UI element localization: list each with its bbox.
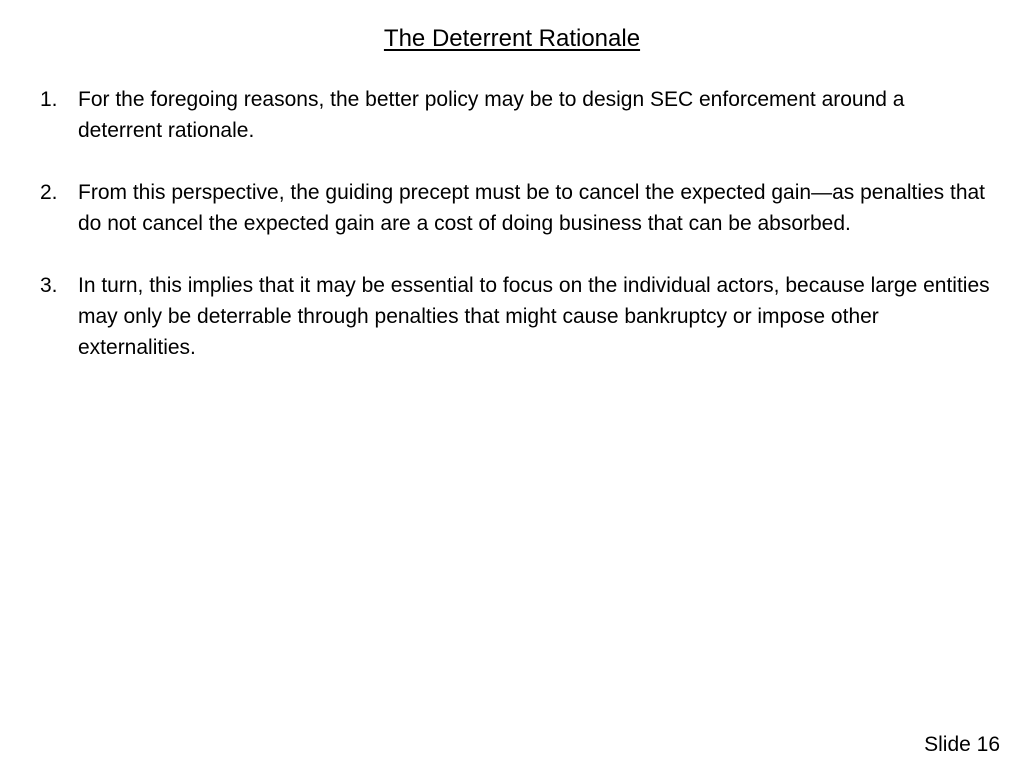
- slide-number: Slide 16: [924, 733, 1000, 756]
- point-number: 3.: [40, 274, 58, 297]
- slide-title: The Deterrent Rationale: [383, 25, 641, 52]
- point-number: 1.: [40, 88, 58, 111]
- list-item: [40, 84, 990, 146]
- list-item: [40, 177, 990, 239]
- point-text: For the foregoing reasons, the better policy may be to design SEC enforcement around a deterrent rationale.: [78, 88, 905, 142]
- point-text: From this perspective, the guiding precept must be to cancel the expected gain—as penalties that do not cancel the expected gain are a cost of doing business that can be absorbed.: [78, 181, 986, 235]
- point-number: 2.: [40, 181, 58, 204]
- point-list: [40, 84, 990, 394]
- list-item: [40, 270, 990, 363]
- point-text: In turn, this implies that it may be essential to focus on the individual actors, because large entities may only be deterrable through penalties that might cause bankruptcy or impose other externalities.: [78, 274, 990, 359]
